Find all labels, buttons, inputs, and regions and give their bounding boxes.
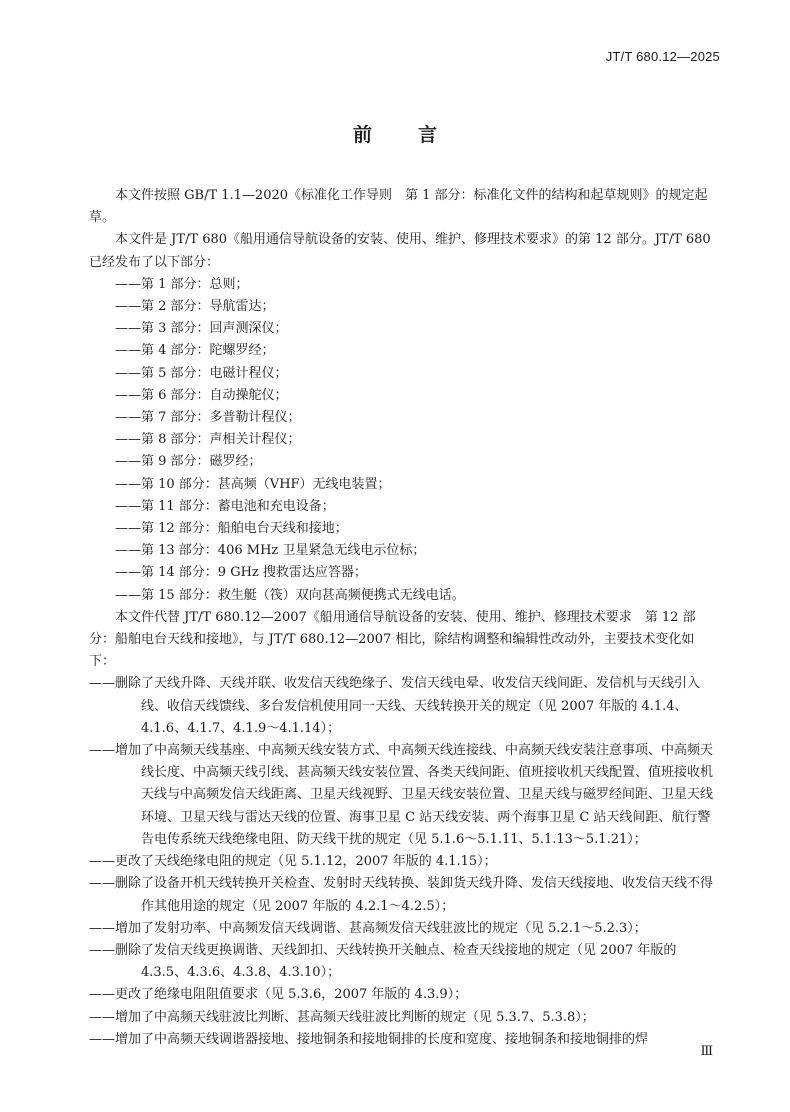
document-code: JT/T 680.12—2025 <box>605 49 720 64</box>
part-item: ——第 11 部分：蓄电池和充电设备； <box>115 498 335 514</box>
part-item: ——第 14 部分：9 GHz 搜救雷达应答器； <box>115 565 367 581</box>
page-title: 前言 <box>352 124 483 146</box>
part-item: ——第 13 部分：406 MHz 卫星紧急无线电示位标； <box>115 543 426 559</box>
intro-paragraph-1: 本文件按照 GB/T 1.1—2020《标准化工作导则 第 1 部分：标准化文件的结构和起草规则》的规定起草。 <box>89 188 708 226</box>
changes-list <box>89 673 720 1050</box>
document-body <box>89 185 720 1051</box>
part-item: ——第 4 部分：陀螺罗经； <box>115 343 275 359</box>
part-item: ——第 9 部分：磁罗经； <box>115 454 262 470</box>
change-item: ——更改了绝缘电阻阻值要求（见 5.3.6，2007 年版的 4.3.9）； <box>89 987 468 1003</box>
change-item: ——删除了发信天线更换调谐、天线卸扣、天线转换开关触点、检查天线接地的规定（见 2007 年版的 4.3.5、4.3.6、4.3.8、4.3.10）； <box>89 942 677 981</box>
replacement-paragraph: 本文件代替 JT/T 680.12—2007《船用通信导航设备的安装、使用、维护、修理技术要求 第 12 部分：船舶电台天线和接地》，与 JT/T 680.12—2007 相比，除结构调整和编辑性改动外，主要技术变化如下： <box>89 609 696 670</box>
intro-paragraph-2: 本文件是 JT/T 680《船用通信导航设备的安装、使用、维护、修理技术要求》的第 12 部分。JT/T 680 已经发布了以下部分： <box>89 232 711 270</box>
change-item: ——删除了设备开机天线转换开关检查、发射时天线转换、装卸货天线升降、发信天线接地、收发信天线不得作其他用途的规定（见 2007 年版的 4.2.1～4.2.5）； <box>89 876 714 914</box>
change-item: ——增加了中高频天线基座、中高频天线安装方式、中高频天线连接线、中高频天线安装注意事项、中高频天线长度、中高频天线引线、甚高频天线安装位置、各类天线间距、值班接收机天线配置、值班接收机天线与中高频发信天线距离、卫星天线视野、卫星天线安装位置、卫星天线与磁罗经间距、卫星天线环境、卫星天线与雷达天线的位置、海事卫星 C 站天线安装、两个海事卫星 C 站天线间距、航行警告电传系统天线绝缘电阻、防天线干扰的规定（见 5.1.6～5.1.11、5.1.13～5.1.21）； <box>89 743 714 847</box>
part-item: ——第 1 部分：总则； <box>115 276 249 292</box>
change-item: ——增加了中高频天线调谐器接地、接地铜条和接地铜排的长度和宽度、接地铜条和接地铜排的焊 <box>89 1031 649 1047</box>
change-item: ——增加了中高频天线驻波比判断、甚高频天线驻波比判断的规定（见 5.3.7、5.3.8）； <box>89 1009 595 1025</box>
part-item: ——第 5 部分：电磁计程仪； <box>115 365 288 381</box>
part-item: ——第 6 部分：自动操舵仪； <box>115 387 288 403</box>
part-item: ——第 10 部分：甚高频（VHF）无线电装置； <box>115 476 391 492</box>
part-item: ——第 15 部分：救生艇（筏）双向甚高频便携式无线电话。 <box>115 587 465 603</box>
parts-list <box>89 274 720 607</box>
part-item: ——第 8 部分：声相关计程仪； <box>115 432 301 448</box>
part-item: ——第 7 部分：多普勒计程仪； <box>115 410 301 426</box>
part-item: ——第 12 部分：船舶电台天线和接地； <box>115 521 348 537</box>
page-number: Ⅲ <box>700 1044 713 1059</box>
change-item: ——增加了发射功率、中高频发信天线调谐、甚高频发信天线驻波比的规定（见 5.2.1～5.2.3）； <box>89 920 647 936</box>
change-item: ——更改了天线绝缘电阻的规定（见 5.1.12，2007 年版的 4.1.15）； <box>89 854 497 870</box>
part-item: ——第 2 部分：导航雷达； <box>115 299 275 315</box>
change-item: ——删除了天线升降、天线并联、收发信天线绝缘子、发信天线电晕、收发信天线间距、发信机与天线引入线、收信天线馈线、多台发信机使用同一天线、天线转换开关的规定（见 2007 年版的 4.1.4、4.1.6、4.1.7、4.1.9～4.1.14）； <box>89 676 701 736</box>
part-item: ——第 3 部分：回声测深仪； <box>115 321 288 337</box>
